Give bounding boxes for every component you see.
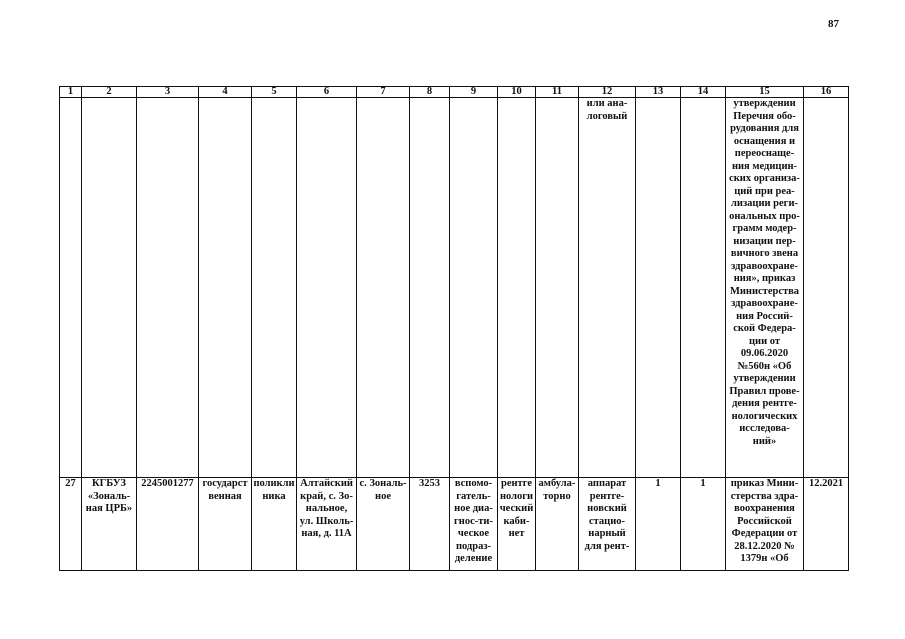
cell-empty (199, 98, 252, 478)
cell-organization: КГБУЗ «Зональ- ная ЦРБ» (82, 478, 137, 571)
cell-legal-basis: утверждении Перечня обо- рудования для оснащения и переоснаще- ния медицин- ских организа- ций при реа- лизации реги- ональных про- грамм модер- низации пер- вичного звена здравоохране- ния», приказ Министерства здравоохране- ния Россий- ской Федера- ции от 09.06.2020 №560н «Об утверждении Правил прове- дения рентге- нологических исследова- ний» (726, 98, 804, 478)
cell-quantity-a: 1 (636, 478, 681, 571)
cell-facility-type: поликли ника (252, 478, 297, 571)
cell-address: Алтайский край, с. Зо- нальное, ул. Школь- ная, д. 11А (297, 478, 357, 571)
col-header-10: 10 (498, 87, 536, 98)
cell-empty (450, 98, 498, 478)
col-header-3: 3 (137, 87, 199, 98)
table-row-27 (60, 478, 849, 571)
cell-care-condition: амбула- торно (536, 478, 579, 571)
cell-cabinet: рентге нологи ческий каби- нет (498, 478, 536, 571)
cell-population: 3253 (410, 478, 450, 571)
cell-empty (297, 98, 357, 478)
col-header-14: 14 (681, 87, 726, 98)
cell-empty (498, 98, 536, 478)
col-header-1: 1 (60, 87, 82, 98)
col-header-15: 15 (726, 87, 804, 98)
cell-inn: 2245001277 (137, 478, 199, 571)
cell-equipment: аппарат рентге- новский стацио- нарный для рент- (579, 478, 636, 571)
col-header-9: 9 (450, 87, 498, 98)
col-header-8: 8 (410, 87, 450, 98)
cell-empty (681, 98, 726, 478)
cell-date: 12.2021 (804, 478, 849, 571)
cell-empty (536, 98, 579, 478)
col-header-16: 16 (804, 87, 849, 98)
page-number: 87 (828, 18, 839, 30)
registry-table (59, 86, 849, 571)
col-header-13: 13 (636, 87, 681, 98)
table-row-continuation (60, 98, 849, 478)
cell-quantity-b: 1 (681, 478, 726, 571)
cell-empty (410, 98, 450, 478)
cell-empty (137, 98, 199, 478)
cell-equipment-note: или ана- логовый (579, 98, 636, 478)
cell-legal-basis: приказ Мини- стерства здра- воохранения Российской Федерации от 28.12.2020 № 1379н «Об (726, 478, 804, 571)
cell-row-number: 27 (60, 478, 82, 571)
cell-ownership: государст венная (199, 478, 252, 571)
cell-empty (357, 98, 410, 478)
cell-empty (82, 98, 137, 478)
cell-empty (60, 98, 82, 478)
cell-locality: с. Зональ- ное (357, 478, 410, 571)
header-row (60, 87, 849, 98)
col-header-11: 11 (536, 87, 579, 98)
col-header-2: 2 (82, 87, 137, 98)
col-header-6: 6 (297, 87, 357, 98)
col-header-5: 5 (252, 87, 297, 98)
cell-empty (252, 98, 297, 478)
cell-empty (636, 98, 681, 478)
col-header-12: 12 (579, 87, 636, 98)
col-header-7: 7 (357, 87, 410, 98)
col-header-4: 4 (199, 87, 252, 98)
cell-department: вспомо- гатель- ное диа- гнос-ти- ческое подраз- деление (450, 478, 498, 571)
cell-empty (804, 98, 849, 478)
